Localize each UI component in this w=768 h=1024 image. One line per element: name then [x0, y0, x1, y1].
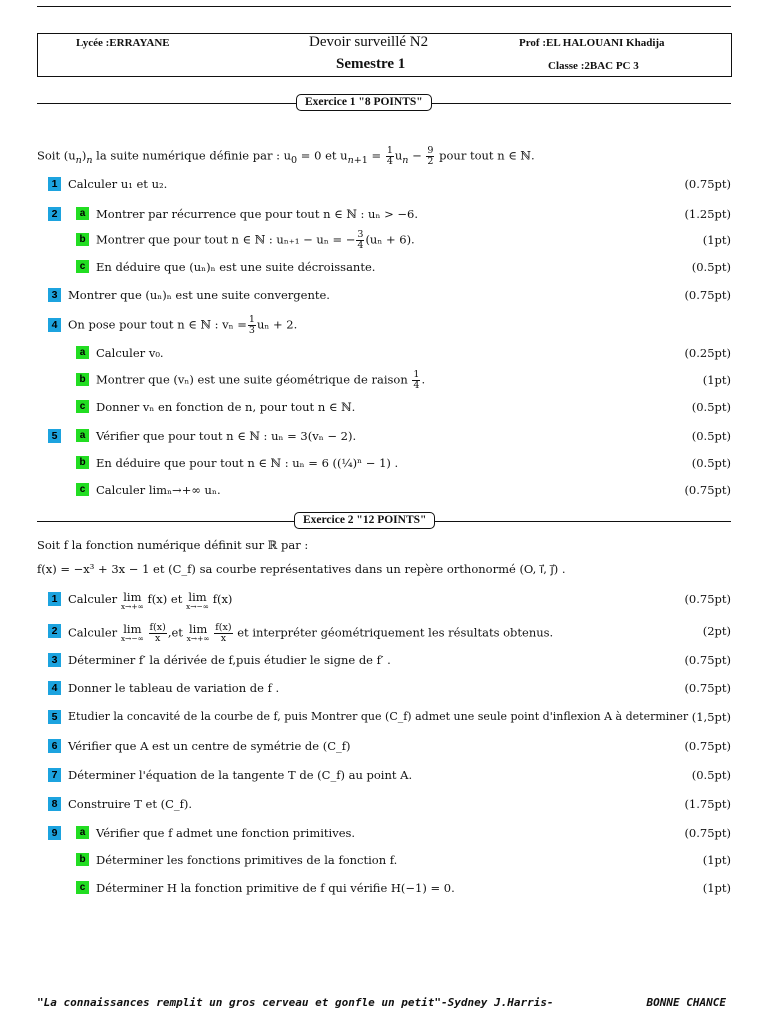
question-points: (1.75pt) [684, 797, 731, 811]
question-text: Montrer que pour tout n ∈ ℕ : uₙ₊₁ − uₙ = − $\frac{3}{4}$ (uₙ + 6). [96, 229, 415, 251]
question-number-badge: 9 [48, 826, 61, 840]
subquestion-letter-badge: a [76, 429, 89, 442]
ex1-question-5b [0, 455, 768, 473]
question-number-badge: 2 [48, 207, 61, 221]
fraction: $\frac{f(x)}{x}$ [149, 622, 166, 644]
exercise2-intro-2: f(x) = −x³ + 3x − 1 et (C_f) sa courbe représentatives dans un repère orthonormé (O, i⃗, j⃗) . [37, 562, 566, 576]
question-number-badge: 7 [48, 768, 61, 782]
question-points: (1pt) [702, 373, 731, 387]
question-points: (0.75pt) [684, 483, 731, 497]
question-number-badge: 5 [48, 429, 61, 443]
ex1-question-4a [0, 345, 768, 363]
question-text: Calculer v₀. [96, 346, 164, 360]
ex2-question-3 [0, 652, 768, 670]
subquestion-letter-badge: b [76, 456, 89, 469]
footer-closing: BONNE CHANCE [646, 996, 726, 1009]
header-box [37, 33, 732, 77]
question-text: Vérifier que A est un centre de symétrie de (C_f) [68, 739, 351, 753]
question-text: Calculer limₙ→+∞ uₙ. [96, 483, 221, 497]
semester: Semestre 1 [336, 56, 406, 72]
question-text: Vérifier que f admet une fonction primitives. [96, 826, 356, 840]
ex1-question-4 [0, 314, 768, 336]
subquestion-letter-badge: a [76, 207, 89, 220]
question-number-badge: 5 [48, 710, 61, 724]
fraction: $\frac{1}{3}$ [248, 314, 255, 336]
fraction: $\frac{f(x)}{x}$ [215, 622, 232, 644]
subquestion-letter-badge: c [76, 483, 89, 496]
class-name: Classe :2BAC PC 3 [548, 60, 639, 72]
ex2-question-9b [0, 852, 768, 870]
question-points: (0.5pt) [691, 400, 731, 414]
limit: lim x→+∞ [120, 590, 144, 611]
ex2-question-5 [0, 709, 768, 727]
question-text: En déduire que (uₙ)ₙ est une suite décroissante. [96, 260, 376, 274]
fraction: $\frac{1}{4}$ [413, 369, 420, 391]
subquestion-letter-badge: c [76, 881, 89, 894]
question-text: Construire T et (C_f). [68, 797, 193, 811]
top-rule [37, 6, 731, 7]
subquestion-letter-badge: c [76, 260, 89, 273]
question-text: Calculer lim x→−∞ $\frac{f(x)}{x}$ ,et lim x→+∞ $\frac{f(x)}{x}$ et interpréter géométriquement les résultats obtenus. [68, 622, 554, 644]
question-text: Déterminer H la fonction primitive de f qui vérifie H(−1) = 0. [96, 881, 455, 895]
ex2-question-7 [0, 767, 768, 785]
question-points: (1pt) [702, 881, 731, 895]
limit: lim x→−∞ [120, 622, 144, 643]
ex2-question-2 [0, 622, 768, 644]
question-text: Montrer par récurrence que pour tout n ∈ ℕ : uₙ > −6. [96, 207, 418, 221]
ex1-question-5c [0, 482, 768, 500]
question-text: Montrer que (uₙ)ₙ est une suite convergente. [68, 288, 330, 302]
question-number-badge: 4 [48, 681, 61, 695]
ex1-question-2a [0, 206, 768, 224]
question-points: (0.75pt) [684, 288, 731, 302]
ex2-question-6 [0, 738, 768, 756]
question-text: Déterminer l'équation de la tangente T de (C_f) au point A. [68, 768, 413, 782]
ex1-question-2b [0, 229, 768, 251]
question-text: Etudier la concavité de la courbe de f, puis Montrer que (C_f) admet une seule point d'inflexion A à determiner [68, 710, 689, 723]
teacher-name: Prof :EL HALOUANI Khadija [519, 37, 665, 49]
question-text: Déterminer f′ la dérivée de f,puis étudier le signe de f′ . [68, 653, 391, 667]
question-text: On pose pour tout n ∈ ℕ : vₙ = $\frac{1}{3}$ uₙ + 2. [68, 314, 298, 336]
ex1-question-2c [0, 259, 768, 277]
question-points: (0.5pt) [691, 260, 731, 274]
question-number-badge: 1 [48, 592, 61, 606]
ex1-question-1 [0, 176, 768, 194]
question-text: Montrer que (vₙ) est une suite géométrique de raison $\frac{1}{4}$ . [96, 369, 426, 391]
ex1-question-3 [0, 287, 768, 305]
question-number-badge: 3 [48, 288, 61, 302]
question-points: (0.75pt) [684, 177, 731, 191]
question-number-badge: 1 [48, 177, 61, 191]
limit: lim x→+∞ [186, 622, 210, 643]
question-points: (0.75pt) [684, 739, 731, 753]
question-points: (0.5pt) [691, 456, 731, 470]
ex1-question-4b [0, 369, 768, 391]
question-text: Calculer u₁ et u₂. [68, 177, 168, 191]
subquestion-letter-badge: c [76, 400, 89, 413]
fraction: $\frac{9}{2}$ [427, 145, 434, 167]
school-name: Lycée :ERRAYANE [76, 37, 170, 49]
question-number-badge: 6 [48, 739, 61, 753]
question-points: (0.5pt) [691, 768, 731, 782]
question-text: En déduire que pour tout n ∈ ℕ : uₙ = 6 ((¼)ⁿ − 1) . [96, 456, 399, 470]
question-points: (1pt) [702, 853, 731, 867]
question-points: (0.75pt) [684, 681, 731, 695]
exercise2-intro-1: Soit f la fonction numérique définit sur ℝ par : [37, 538, 309, 552]
question-text: Déterminer les fonctions primitives de la fonction f. [96, 853, 398, 867]
question-points: (2pt) [702, 624, 731, 638]
ex2-question-8 [0, 796, 768, 814]
subquestion-letter-badge: b [76, 373, 89, 386]
ex2-question-9c [0, 880, 768, 898]
subquestion-letter-badge: a [76, 346, 89, 359]
question-number-badge: 2 [48, 624, 61, 638]
ex2-question-9a [0, 825, 768, 843]
question-points: (0.75pt) [684, 592, 731, 606]
question-points: (0.5pt) [691, 429, 731, 443]
question-points: (0.75pt) [684, 653, 731, 667]
subquestion-letter-badge: b [76, 853, 89, 866]
question-points: (1pt) [702, 233, 731, 247]
fraction: $\frac{3}{4}$ [357, 229, 364, 251]
question-text: Vérifier que pour tout n ∈ ℕ : uₙ = 3(vₙ − 2). [96, 429, 357, 443]
limit: lim x→−∞ [186, 590, 210, 611]
question-number-badge: 3 [48, 653, 61, 667]
question-points: (1.25pt) [684, 207, 731, 221]
ex2-question-4 [0, 680, 768, 698]
footer-quote: "La connaissances remplit un gros cerveau et gonfle un petit"-Sydney J.Harris- [37, 996, 554, 1009]
exercise1-intro: Soit $(u_n)_n$ la suite numérique définie par : $u_0 = 0$ et $u_{n+1}$ = $\frac{1}{4}$ $u_n$ − $\frac{9}{2}$ pour tout n ∈ ℕ. [37, 145, 535, 167]
subquestion-letter-badge: b [76, 233, 89, 246]
question-points: (1,5pt) [691, 710, 731, 724]
question-points: (0.25pt) [684, 346, 731, 360]
question-text: Calculer lim x→+∞ f(x) et lim x→−∞ f(x) [68, 590, 233, 611]
subquestion-letter-badge: a [76, 826, 89, 839]
question-text: Donner le tableau de variation de f . [68, 681, 280, 695]
exercise2-title: Exercice 2 "12 POINTS" [294, 512, 435, 529]
question-number-badge: 4 [48, 318, 61, 332]
exam-title: Devoir surveillé N2 [309, 34, 429, 50]
question-points: (0.75pt) [684, 826, 731, 840]
ex1-question-4c [0, 399, 768, 417]
exercise1-title: Exercice 1 "8 POINTS" [296, 94, 432, 111]
question-number-badge: 8 [48, 797, 61, 811]
question-text: Donner vₙ en fonction de n, pour tout n ∈ ℕ. [96, 400, 356, 414]
ex2-question-1 [0, 591, 768, 609]
fraction: $\frac{1}{4}$ [386, 145, 393, 167]
ex1-question-5a [0, 428, 768, 446]
